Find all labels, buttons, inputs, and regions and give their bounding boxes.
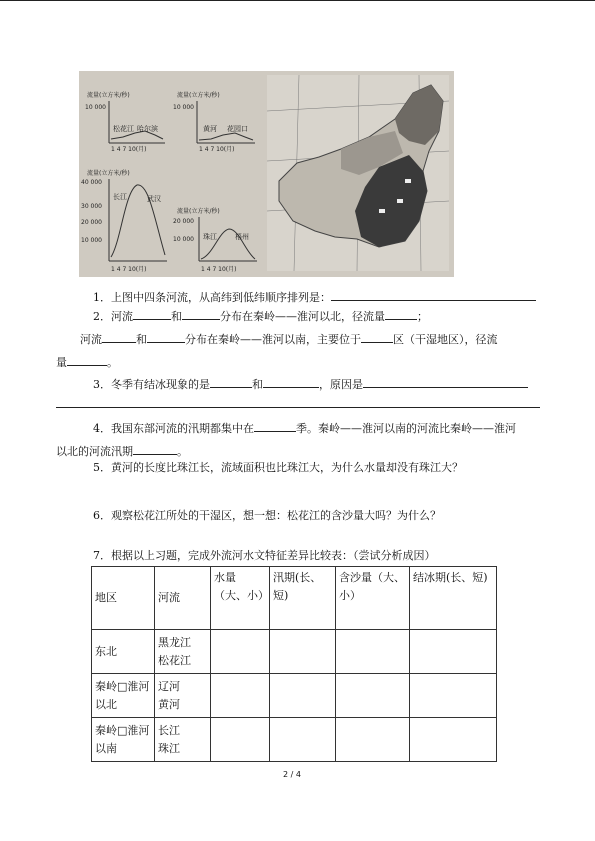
cell-region: 秦岭□淮河以南 xyxy=(92,718,155,762)
q3-text-b: 和 xyxy=(252,378,263,391)
top-border xyxy=(0,0,595,1)
cell-rivers: 长江 珠江 xyxy=(155,718,211,762)
q2-text-a: 2．河流 xyxy=(93,310,133,323)
answer-blank-q3-1[interactable] xyxy=(210,376,252,388)
question-7: 7．根据以上习题，完成外流河水文特征差异比较表：（尝试分析成因） xyxy=(93,549,436,562)
chart-changjiang-name2: 武汉 xyxy=(147,195,161,203)
chart-songhua-ymax: 10 000 xyxy=(85,104,106,111)
cell-region: 秦岭□淮河以北 xyxy=(92,674,155,718)
q2-text-i: 量 xyxy=(56,356,67,369)
answer-blank-q2-6[interactable] xyxy=(361,331,393,343)
header-river: 河流 xyxy=(155,567,211,630)
q4-text-b: 季。秦岭——淮河以南的河流比秦岭——淮河 xyxy=(296,422,516,435)
cell-answer[interactable] xyxy=(211,630,270,674)
comparison-table xyxy=(91,566,497,762)
q2-text-c: 分布在秦岭——淮河以北，径流量 xyxy=(220,310,385,323)
q2-text-b: 和 xyxy=(171,310,182,323)
chart-songhua-name1: 松花江 xyxy=(113,125,134,133)
q2-text-h: 区（干湿地区），径流 xyxy=(393,333,498,346)
header-sediment: 含沙量（大、小） xyxy=(336,567,410,630)
table-row xyxy=(92,630,497,674)
chart-changjiang-ytick-3: 10 000 xyxy=(81,237,102,244)
chart-huanghe-ymax: 10 000 xyxy=(173,104,194,111)
q2-text-d: ； xyxy=(417,310,428,323)
answer-blank-q4-1[interactable] xyxy=(254,420,296,432)
cell-answer[interactable] xyxy=(270,630,336,674)
answer-blank-q2-2[interactable] xyxy=(182,308,220,320)
question-2-line-2 xyxy=(80,331,498,347)
cell-answer[interactable] xyxy=(270,718,336,762)
china-map xyxy=(267,75,449,271)
question-3 xyxy=(93,376,528,392)
chart-songhua xyxy=(85,91,165,153)
question-1 xyxy=(93,289,536,305)
answer-blank-q2-5[interactable] xyxy=(147,331,185,343)
chart-huanghe-curve xyxy=(199,133,253,140)
question-4-line-1 xyxy=(93,420,516,436)
chart-changjiang xyxy=(81,169,167,273)
chart-zhujiang-name2: 梧州 xyxy=(235,233,249,241)
chart-zhujiang-xaxis: 1 4 7 10(月) xyxy=(201,266,237,273)
chart-changjiang-ytick-0: 40 000 xyxy=(81,179,102,186)
figure-svg xyxy=(79,71,454,277)
chart-zhujiang-name1: 珠江 xyxy=(203,233,217,241)
chart-songhua-name2: 哈尔滨 xyxy=(137,125,158,133)
answer-blank-q3-2[interactable] xyxy=(263,376,319,388)
q2-text-e: 河流 xyxy=(80,333,102,346)
header-region: 地区 xyxy=(92,567,155,630)
cell-answer[interactable] xyxy=(270,674,336,718)
chart-changjiang-ytick-2: 20 000 xyxy=(81,219,102,226)
table-header-row xyxy=(92,567,497,630)
cell-answer[interactable] xyxy=(211,718,270,762)
chart-songhua-ylabel: 流量(立方米/秒) xyxy=(87,92,130,99)
chart-changjiang-ylabel: 流量(立方米/秒) xyxy=(87,170,130,177)
chart-zhujiang-ymax: 20 000 xyxy=(173,218,194,225)
chart-zhujiang-ylabel: 流量(立方米/秒) xyxy=(177,208,220,215)
answer-blank-q3-3[interactable] xyxy=(363,376,528,388)
q4-text-d: 。 xyxy=(177,445,188,458)
q3-text-a: 3．冬季有结冰现象的是 xyxy=(93,378,210,391)
chart-zhujiang xyxy=(173,207,257,273)
answer-blank-q2-7[interactable] xyxy=(67,354,107,366)
cell-answer[interactable] xyxy=(410,630,497,674)
answer-blank-q4-2[interactable] xyxy=(133,443,177,455)
cell-rivers: 黑龙江 松花江 xyxy=(155,630,211,674)
table-row xyxy=(92,718,497,762)
table-row xyxy=(92,674,497,718)
chart-zhujiang-ytick: 10 000 xyxy=(173,236,194,243)
q2-text-g: 分布在秦岭——淮河以南，主要位于 xyxy=(185,333,361,346)
header-water-volume: 水量（大、小） xyxy=(211,567,270,630)
header-flood-season: 汛期(长、短) xyxy=(270,567,336,630)
header-freeze-period: 结冰期(长、短) xyxy=(410,567,497,630)
question-2-line-1 xyxy=(93,308,428,324)
answer-blank-q1[interactable] xyxy=(331,289,536,301)
chart-changjiang-name1: 长江 xyxy=(113,193,127,201)
cell-answer[interactable] xyxy=(410,718,497,762)
chart-huanghe-ylabel: 流量(立方米/秒) xyxy=(177,92,220,99)
answer-blank-q2-1[interactable] xyxy=(133,308,171,320)
question-6: 6．观察松花江所处的干湿区，想一想：松花江的含沙量大吗？为什么？ xyxy=(93,509,441,522)
page-number: 2 / 4 xyxy=(283,770,301,779)
q2-text-f: 和 xyxy=(136,333,147,346)
chart-huanghe-name1: 黄河 xyxy=(203,125,217,133)
question-4-line-2 xyxy=(56,443,188,459)
chart-songhua-xaxis: 1 4 7 10(月) xyxy=(111,146,147,153)
answer-line-q3[interactable] xyxy=(56,407,540,408)
chart-huanghe-name2: 花园口 xyxy=(227,125,248,133)
q4-text-a: 4．我国东部河流的汛期都集中在 xyxy=(93,422,254,435)
question-1-text: 1．上图中四条河流，从高纬到低纬顺序排列是： xyxy=(93,291,331,304)
answer-blank-q2-3[interactable] xyxy=(385,308,417,320)
cell-region: 东北 xyxy=(92,630,155,674)
q2-text-j: 。 xyxy=(107,356,118,369)
cell-answer[interactable] xyxy=(410,674,497,718)
question-2-line-3 xyxy=(56,354,118,370)
chart-changjiang-ytick-1: 30 000 xyxy=(81,203,102,210)
chart-changjiang-xaxis: 1 4 7 10(月) xyxy=(111,266,147,273)
q4-text-c: 以北的河流汛期 xyxy=(56,445,133,458)
chart-huanghe-xaxis: 1 4 7 10(月) xyxy=(199,146,235,153)
chart-huanghe xyxy=(173,91,255,153)
figure-river-hydrographs-map xyxy=(79,71,454,277)
question-5: 5．黄河的长度比珠江长，流域面积也比珠江大，为什么水量却没有珠江大？ xyxy=(93,461,463,474)
cell-answer[interactable] xyxy=(336,674,410,718)
answer-blank-q2-4[interactable] xyxy=(102,331,136,343)
q3-text-c: ，原因是 xyxy=(319,378,363,391)
cell-rivers: 辽河 黄河 xyxy=(155,674,211,718)
cell-answer[interactable] xyxy=(336,630,410,674)
cell-answer[interactable] xyxy=(211,674,270,718)
cell-answer[interactable] xyxy=(336,718,410,762)
